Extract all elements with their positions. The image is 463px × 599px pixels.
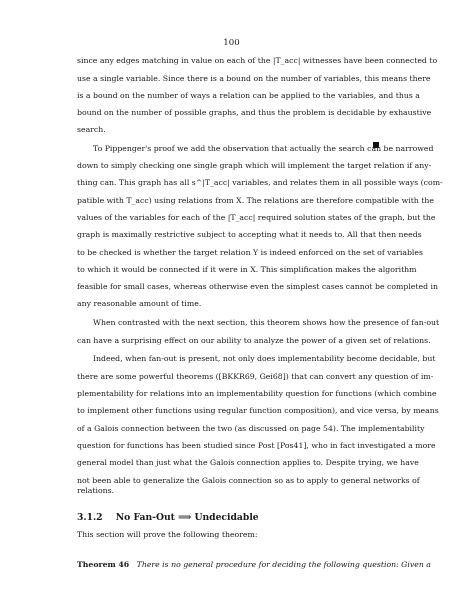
theorem-statement	[77, 560, 431, 569]
text-line: Indeed, when fan-out is present, not only does implementability become decidable, but	[93, 354, 436, 363]
section-title: No Fan-Out ⟹ Undecidable	[115, 512, 259, 523]
text-line: values of the variables for each of the |T_acc| required solution states of the graph, but the	[77, 213, 436, 222]
text-line: graph is maximally restrictive subject to accepting what it needs to. All that then needs	[77, 230, 422, 239]
text-line: When contrasted with the next section, this theorem shows how the presence of fan-out	[93, 318, 440, 327]
theorem-label: Theorem 46	[77, 560, 130, 569]
text-line: can have a surprising effect on our ability to analyze the power of a given set of relations.	[77, 336, 431, 345]
text-line: to be checked is whether the target relation Y is indeed enforced on the set of variables	[77, 248, 423, 257]
text-line: relations.	[77, 486, 115, 495]
text-line: of a Galois connection between the two (as discussed on page 54). The implementability	[77, 424, 425, 433]
section-number: 3.1.2	[77, 512, 103, 523]
text-line: To Pippenger's proof we add the observation that actually the search can be narrowed	[93, 144, 434, 153]
page-number: 100	[223, 38, 240, 48]
text-line: since any edges matching in value on each of the |T_acc| witnesses have been connected to	[77, 56, 438, 65]
text-line: thing can. This graph has all s^|T_acc| variables, and relates them in all possible ways (com-	[77, 178, 443, 187]
section-heading	[77, 512, 259, 523]
text-line: not been able to generalize the Galois connection so as to apply to general networks of	[77, 476, 420, 485]
text-line: feasible for small cases, whereas otherwise even the simplest cases cannot be completed in	[77, 282, 438, 291]
text-line: any reasonable amount of time.	[77, 299, 202, 308]
text-line: is a bound on the number of ways a relation can be applied to the variables, and thus a	[77, 91, 420, 100]
text-line: This section will prove the following theorem:	[77, 530, 258, 539]
text-line: plementability for relations into an implementability question for functions (which combine	[77, 389, 437, 398]
text-line: search.	[77, 125, 106, 134]
theorem-text: There is no general procedure for deciding the following question: Given a	[136, 560, 431, 569]
text-line: general model than just what the Galois connection applies to. Despite trying, we have	[77, 458, 419, 467]
text-line: to implement other functions using regular function composition), and vice versa, by means	[77, 406, 439, 415]
text-line: down to simply checking one single graph which will implement the target relation if any-	[77, 161, 432, 170]
text-line: question for functions has been studied since Post [Pos41], who in fact investigated a more	[77, 441, 436, 450]
text-line: use a single variable. Since there is a bound on the number of variables, this means there	[77, 74, 431, 83]
text-line: patible with T_acc) using relations from X. The relations are therefore compatible with the	[77, 196, 434, 205]
text-line: to which it would be connected if it were in X. This simplification makes the algorithm	[77, 265, 417, 274]
text-line: bound on the number of possible graphs, and thus the problem is decidable by exhaustive	[77, 108, 432, 117]
text-line: there are some powerful theorems ([BKKR69, Gei68]) that can convert any question of im-	[77, 372, 434, 381]
